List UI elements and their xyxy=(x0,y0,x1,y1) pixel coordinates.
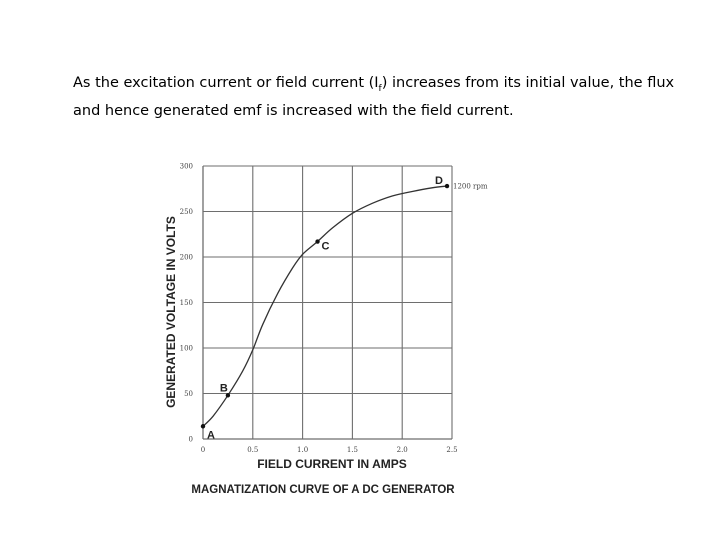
point-label-c: C xyxy=(321,240,330,253)
y-tick-label: 250 xyxy=(179,208,193,216)
x-tick-label: 1.5 xyxy=(346,446,358,454)
chart-grid xyxy=(203,166,452,442)
y-axis-title: GENERATED VOLTAGE IN VOLTS xyxy=(164,216,178,408)
point-label-b: B xyxy=(219,382,228,395)
point-marker-a xyxy=(201,424,205,428)
x-tick-label: 0.5 xyxy=(247,446,259,454)
caption-part-2: ) increases from its initial value, the flux and hence generated emf is increased with the field current. xyxy=(73,75,675,119)
x-tick-label: 1.0 xyxy=(297,446,309,454)
caption-part-1: As the excitation current or field current (I xyxy=(73,75,379,91)
y-tick-label: 50 xyxy=(184,390,193,398)
y-tick-label: 0 xyxy=(188,435,193,444)
point-marker-c xyxy=(315,239,319,243)
x-axis-title: FIELD CURRENT IN AMPS xyxy=(257,457,407,471)
chart-points xyxy=(201,175,488,441)
x-tick-label: 2.0 xyxy=(396,446,408,454)
y-tick-label: 200 xyxy=(179,253,193,262)
magnetization-curve xyxy=(203,186,447,426)
chart-title: MAGNATIZATION CURVE OF A DC GENERATOR xyxy=(191,484,455,496)
point-marker-d xyxy=(445,184,449,188)
point-label-d: D xyxy=(435,175,443,188)
caption-subscript: f xyxy=(378,83,382,94)
speed-annotation: 1200 rpm xyxy=(453,182,488,191)
y-tick-label: 100 xyxy=(179,344,193,353)
x-tick-label: 2.5 xyxy=(446,446,458,454)
chart-series xyxy=(203,186,447,426)
y-tick-label: 300 xyxy=(179,162,193,171)
point-label-a: A xyxy=(207,429,215,442)
y-tick-label: 150 xyxy=(179,299,193,307)
chart-ticks xyxy=(180,163,458,455)
x-tick-label: 0 xyxy=(200,446,206,454)
